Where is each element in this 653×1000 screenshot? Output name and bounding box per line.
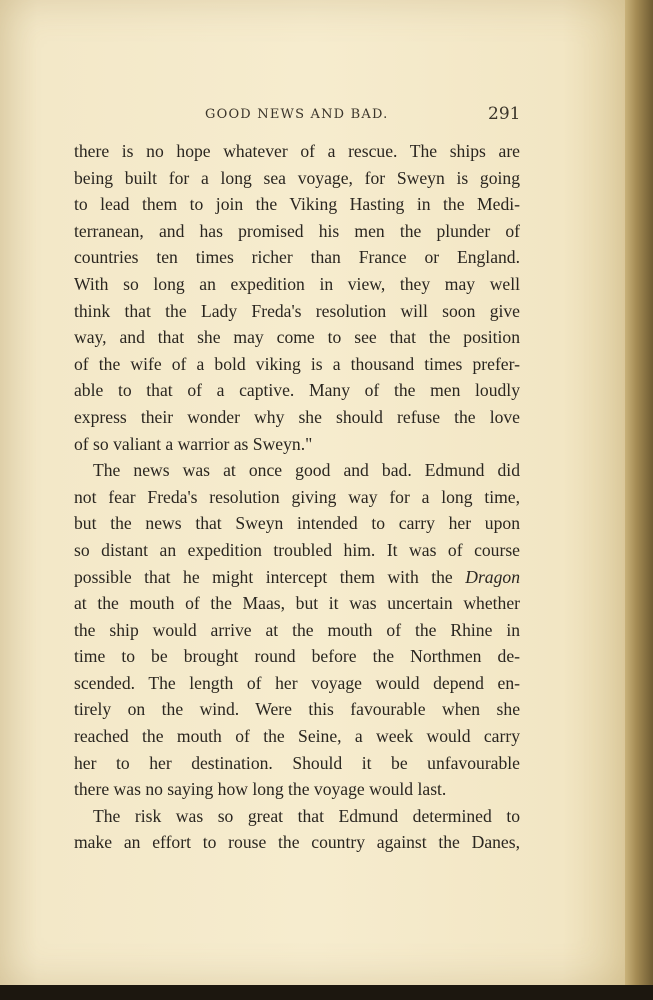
text-line: scended. The length of her voyage would depend en- xyxy=(74,672,520,693)
text-line: so distant an expedition troubled him. It was of course xyxy=(74,539,520,560)
ship-name-italic: Dragon xyxy=(465,566,520,587)
text-line: think that the Lady Freda's resolution will soon give xyxy=(74,300,520,321)
text-line: express their wonder why she should refuse the love xyxy=(74,406,520,427)
paragraph-first-line: The risk was so great that Edmund determined to xyxy=(93,805,520,826)
text-line: at the mouth of the Maas, but it was uncertain whether xyxy=(74,593,520,614)
scan-bottom-edge xyxy=(0,985,653,1000)
page-number: 291 xyxy=(488,104,521,124)
text-line: the ship would arrive at the mouth of the Rhine in xyxy=(74,619,520,640)
text-line: terranean, and has promised his men the plunder of xyxy=(74,220,520,241)
text-line: being built for a long sea voyage, for Sweyn is going xyxy=(74,167,520,188)
page-fore-edge xyxy=(625,0,653,985)
text-line: but the news that Sweyn intended to carry her upon xyxy=(74,513,520,534)
page-header xyxy=(0,104,625,126)
body-text xyxy=(74,138,520,856)
text-line: of so valiant a warrior as Sweyn." xyxy=(74,433,313,454)
text-line: there was no saying how long the voyage would last. xyxy=(74,779,447,800)
text-line: to lead them to join the Viking Hasting in the Medi- xyxy=(74,194,520,215)
text-line: time to be brought round before the Northmen de- xyxy=(74,646,520,667)
text-segment: possible that he might intercept them with the xyxy=(74,566,466,587)
text-line: way, and that she may come to see that the position xyxy=(74,327,520,348)
text-line-with-italic xyxy=(74,564,520,591)
text-line: reached the mouth of the Seine, a week would carry xyxy=(74,726,520,747)
text-line: there is no hope whatever of a rescue. The ships are xyxy=(74,141,520,161)
text-line: not fear Freda's resolution giving way for a long time, xyxy=(74,486,520,507)
paragraph-first-line: The news was at once good and bad. Edmund did xyxy=(93,460,520,481)
text-line: make an effort to rouse the country against the Danes, xyxy=(74,832,520,853)
text-line: With so long an expedition in view, they may well xyxy=(74,273,520,294)
text-line: tirely on the wind. Were this favourable when she xyxy=(74,699,520,720)
text-line: countries ten times richer than France or England. xyxy=(74,247,520,268)
running-head: GOOD NEWS AND BAD. xyxy=(205,107,389,122)
text-line: of the wife of a bold viking is a thousand times prefer- xyxy=(74,353,520,374)
text-line: able to that of a captive. Many of the men loudly xyxy=(74,380,520,401)
text-line: her to her destination. Should it be unfavourable xyxy=(74,752,520,773)
